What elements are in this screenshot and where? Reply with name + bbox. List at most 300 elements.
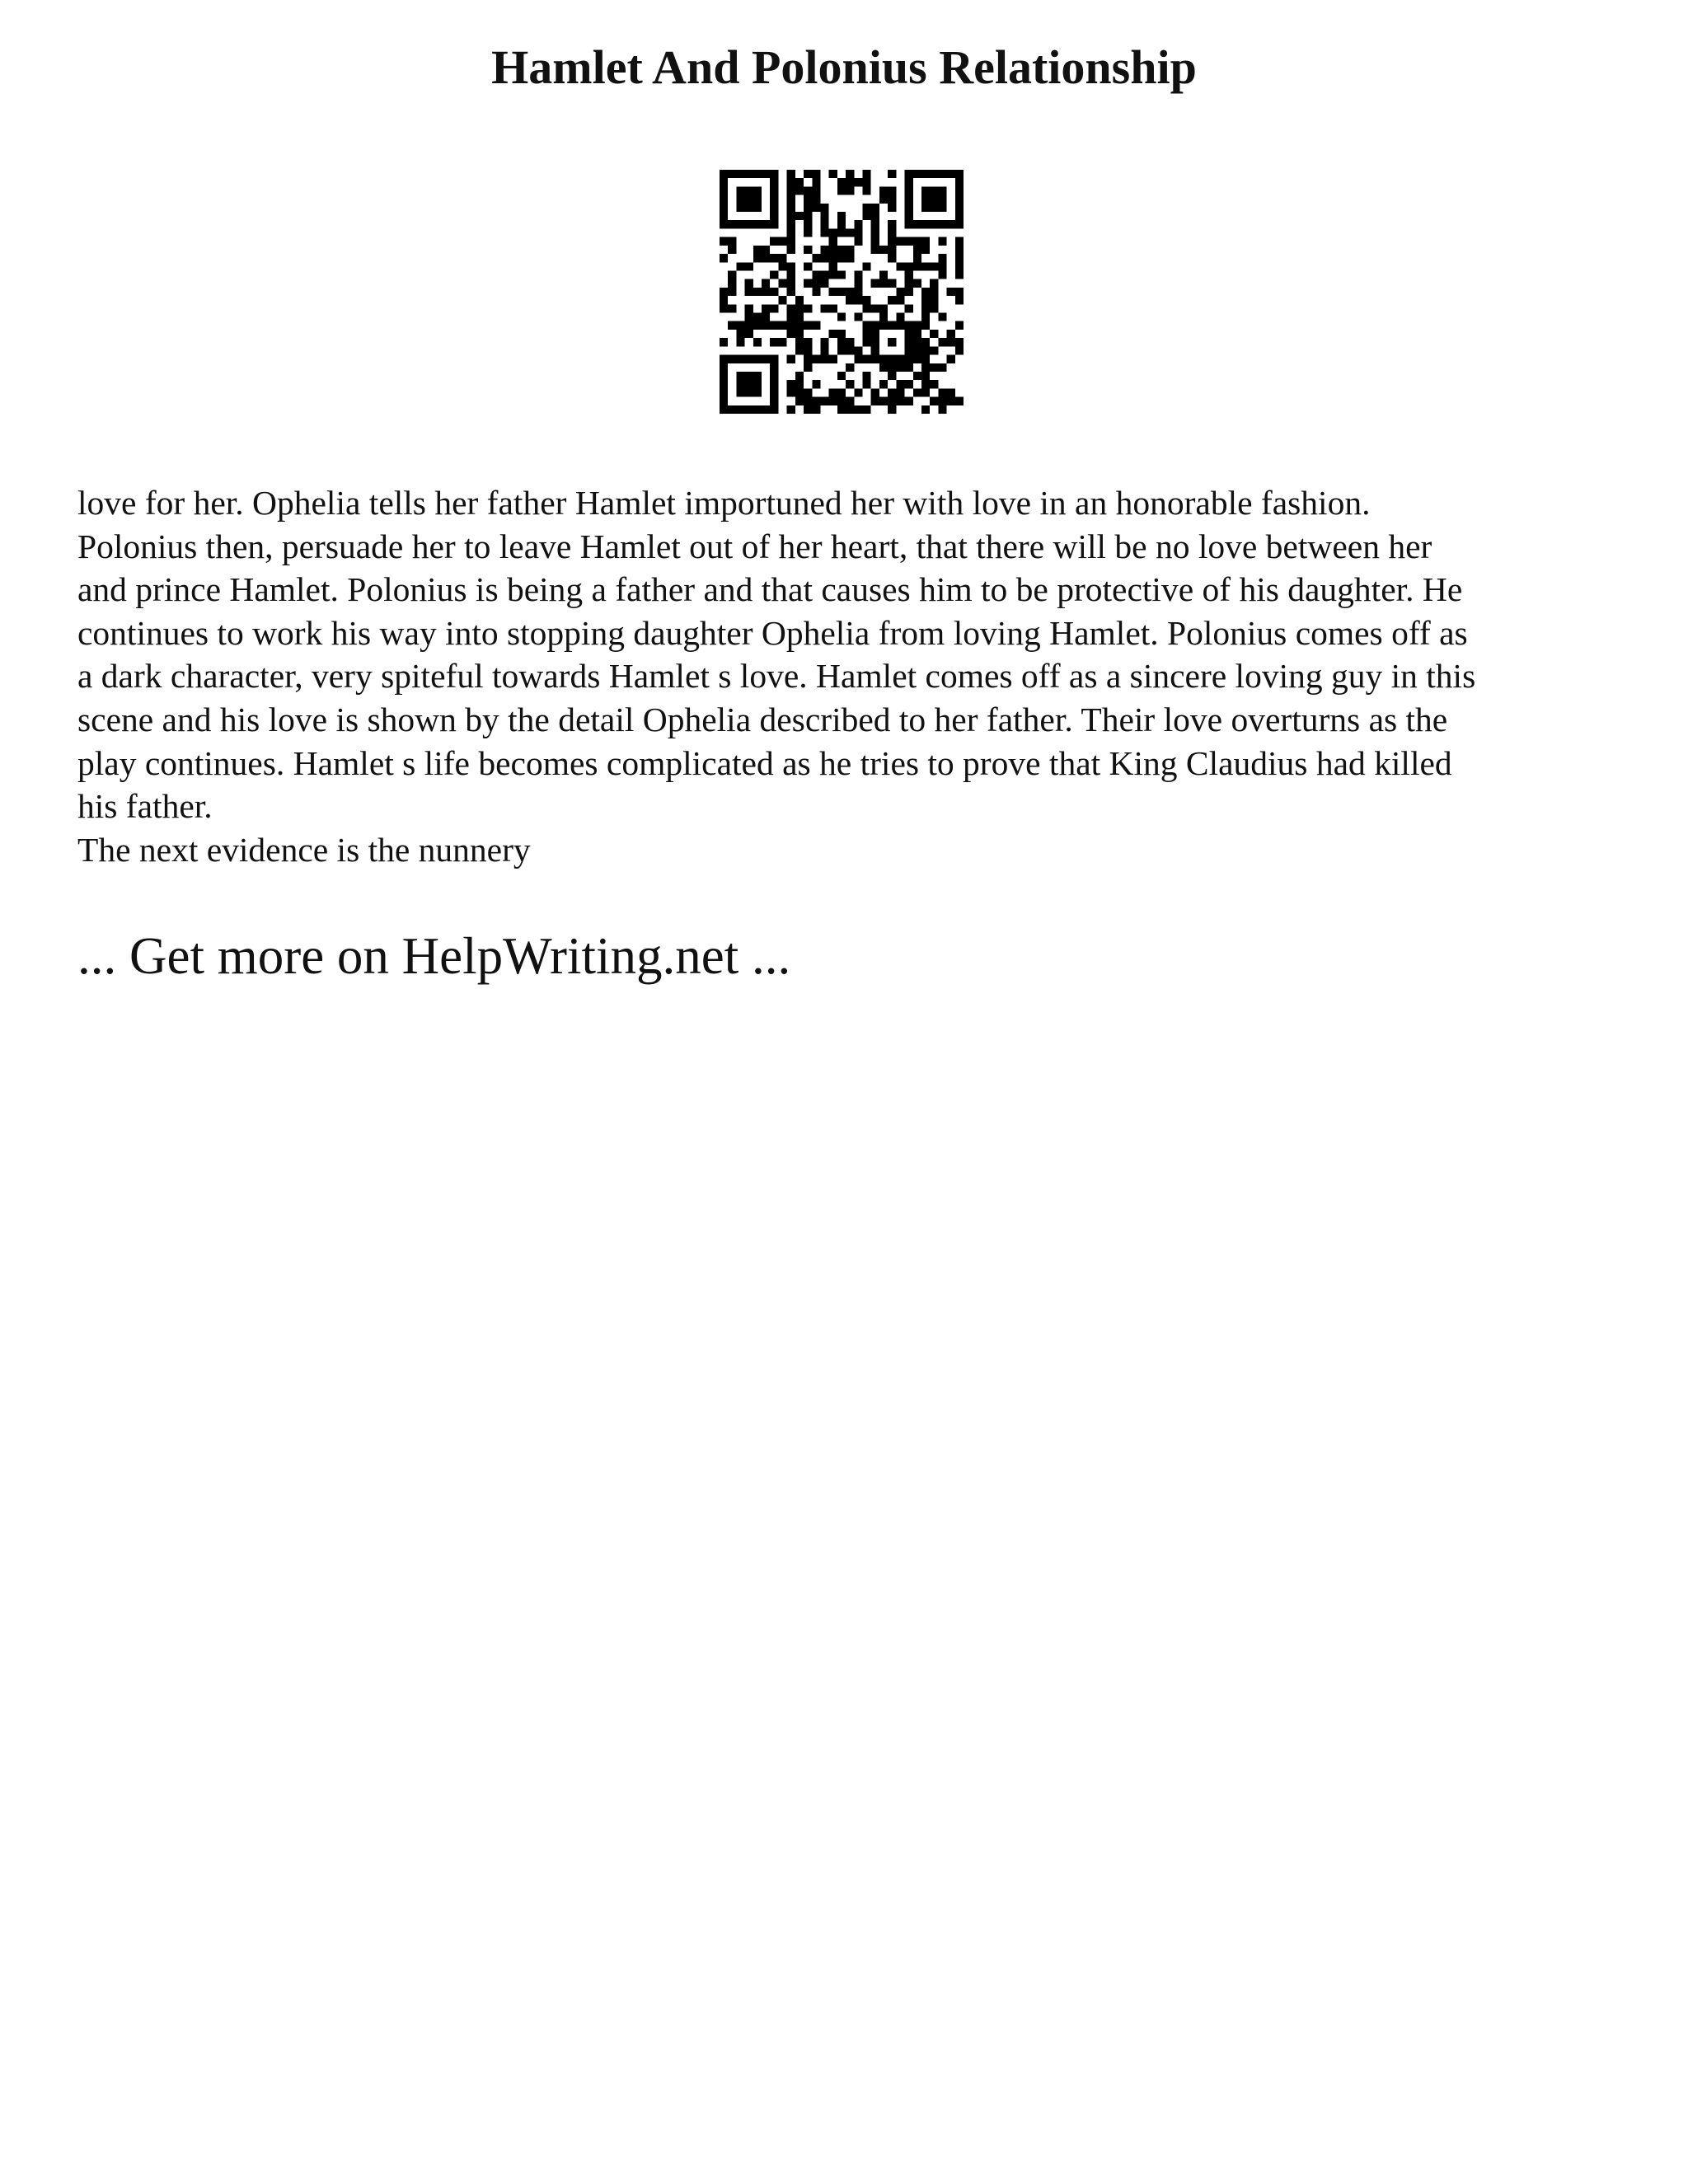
- qr-module: [770, 270, 778, 279]
- qr-module: [745, 321, 753, 330]
- qr-module: [947, 288, 955, 296]
- qr-code-icon: [720, 170, 964, 414]
- qr-module: [795, 212, 804, 220]
- qr-module: [896, 321, 904, 330]
- qr-module: [787, 355, 795, 363]
- qr-module: [930, 304, 938, 312]
- qr-module: [720, 288, 728, 296]
- qr-module: [955, 254, 964, 262]
- qr-module: [955, 397, 964, 405]
- qr-module: [795, 313, 804, 321]
- qr-module: [930, 330, 938, 338]
- qr-module: [888, 170, 896, 178]
- qr-module: [720, 388, 728, 396]
- body-line: and prince Hamlet. Polonius is being a father and that causes him to be protective of his daughter. He: [77, 570, 1463, 609]
- qr-module: [720, 397, 728, 405]
- qr-module: [955, 186, 964, 194]
- qr-module: [863, 304, 871, 312]
- qr-module: [854, 355, 862, 363]
- qr-module: [762, 313, 770, 321]
- qr-module: [736, 380, 744, 388]
- qr-module: [921, 321, 930, 330]
- qr-module: [745, 288, 753, 296]
- qr-module: [863, 380, 871, 388]
- qr-module: [913, 355, 921, 363]
- qr-module: [846, 380, 854, 388]
- qr-module: [837, 186, 846, 194]
- qr-module: [812, 380, 820, 388]
- qr-module: [787, 186, 795, 194]
- qr-module: [905, 380, 913, 388]
- qr-module: [888, 296, 896, 304]
- qr-module: [913, 246, 921, 254]
- qr-module: [745, 204, 753, 212]
- qr-module: [753, 372, 762, 380]
- qr-module: [770, 212, 778, 220]
- qr-module: [854, 296, 862, 304]
- qr-module: [804, 279, 812, 288]
- body-line: play continues. Hamlet s life becomes complicated as he tries to prove that King Claudius had killed: [77, 743, 1452, 782]
- qr-module: [812, 288, 820, 296]
- qr-module: [778, 262, 786, 270]
- qr-module: [905, 279, 913, 288]
- qr-module: [804, 355, 812, 363]
- qr-module: [728, 355, 736, 363]
- qr-module: [947, 170, 955, 178]
- qr-module: [720, 304, 728, 312]
- qr-module: [770, 204, 778, 212]
- qr-module: [745, 279, 753, 288]
- qr-module: [736, 388, 744, 396]
- body-text: [77, 481, 1627, 871]
- qr-module: [795, 397, 804, 405]
- qr-module: [812, 204, 820, 212]
- qr-module: [846, 346, 854, 354]
- qr-module: [905, 338, 913, 346]
- qr-module: [896, 313, 904, 321]
- qr-module: [921, 186, 930, 194]
- qr-module: [947, 397, 955, 405]
- qr-module: [745, 372, 753, 380]
- qr-module: [955, 212, 964, 220]
- qr-module: [720, 178, 728, 186]
- qr-module: [728, 288, 736, 296]
- qr-module: [745, 195, 753, 204]
- qr-module: [921, 237, 930, 246]
- qr-module: [955, 321, 964, 330]
- qr-module: [896, 288, 904, 296]
- qr-module: [753, 186, 762, 194]
- qr-module: [854, 405, 862, 414]
- page-title: Hamlet And Polonius Relationship: [491, 40, 1197, 94]
- qr-module: [921, 372, 930, 380]
- qr-module: [955, 220, 964, 228]
- qr-module: [930, 170, 938, 178]
- qr-module: [795, 330, 804, 338]
- qr-module: [871, 279, 879, 288]
- qr-module: [820, 270, 828, 279]
- qr-module: [930, 204, 938, 212]
- qr-module: [837, 220, 846, 228]
- qr-module: [921, 346, 930, 354]
- qr-module: [829, 397, 837, 405]
- qr-module: [720, 372, 728, 380]
- qr-module: [804, 363, 812, 372]
- qr-module: [913, 220, 921, 228]
- qr-module: [720, 220, 728, 228]
- qr-module: [921, 388, 930, 396]
- qr-module: [728, 170, 736, 178]
- qr-module: [896, 296, 904, 304]
- qr-module: [854, 270, 862, 279]
- qr-module: [888, 321, 896, 330]
- qr-module: [955, 338, 964, 346]
- qr-module: [736, 330, 744, 338]
- qr-module: [720, 405, 728, 414]
- qr-module: [888, 355, 896, 363]
- qr-module: [804, 246, 812, 254]
- qr-module: [905, 195, 913, 204]
- qr-module: [905, 304, 913, 312]
- qr-module: [930, 186, 938, 194]
- qr-module: [745, 405, 753, 414]
- qr-module: [888, 372, 896, 380]
- qr-module: [888, 204, 896, 212]
- qr-module: [921, 363, 930, 372]
- qr-module: [854, 313, 862, 321]
- qr-module: [804, 220, 812, 228]
- qr-module: [888, 246, 896, 254]
- qr-module: [820, 338, 828, 346]
- qr-module: [745, 313, 753, 321]
- qr-module: [896, 388, 904, 396]
- qr-module: [930, 279, 938, 288]
- qr-module: [812, 254, 820, 262]
- qr-module: [736, 338, 744, 346]
- qr-module: [770, 195, 778, 204]
- qr-module: [854, 178, 862, 186]
- qr-module: [955, 296, 964, 304]
- qr-module: [770, 321, 778, 330]
- qr-module: [888, 186, 896, 194]
- qr-module: [837, 388, 846, 396]
- qr-module: [778, 254, 786, 262]
- qr-module: [955, 178, 964, 186]
- qr-module: [921, 288, 930, 296]
- qr-module: [787, 304, 795, 312]
- qr-module: [837, 346, 846, 354]
- qr-module: [930, 262, 938, 270]
- qr-module: [837, 228, 846, 237]
- qr-module: [812, 270, 820, 279]
- qr-module: [804, 228, 812, 237]
- qr-module: [888, 254, 896, 262]
- qr-module: [728, 304, 736, 312]
- qr-module: [837, 330, 846, 338]
- qr-module: [896, 363, 904, 372]
- qr-module: [770, 355, 778, 363]
- qr-module: [829, 228, 837, 237]
- qr-module: [921, 195, 930, 204]
- qr-module: [913, 262, 921, 270]
- qr-module: [829, 288, 837, 296]
- qr-module: [938, 388, 946, 396]
- qr-module: [720, 237, 728, 246]
- qr-module: [770, 237, 778, 246]
- qr-module: [795, 304, 804, 312]
- qr-module: [753, 246, 762, 254]
- qr-module: [837, 178, 846, 186]
- qr-module: [879, 270, 888, 279]
- qr-module: [955, 270, 964, 279]
- qr-module: [854, 279, 862, 288]
- qr-module: [955, 204, 964, 212]
- qr-module: [736, 405, 744, 414]
- qr-module: [854, 288, 862, 296]
- qr-module: [921, 304, 930, 312]
- qr-module: [820, 397, 828, 405]
- qr-module: [913, 321, 921, 330]
- qr-module: [720, 195, 728, 204]
- qr-module: [905, 170, 913, 178]
- qr-module: [720, 204, 728, 212]
- qr-module: [938, 270, 946, 279]
- qr-module: [888, 228, 896, 237]
- qr-module: [770, 254, 778, 262]
- qr-module: [770, 178, 778, 186]
- qr-module: [846, 170, 854, 178]
- qr-module: [795, 372, 804, 380]
- qr-module: [846, 296, 854, 304]
- qr-module: [921, 296, 930, 304]
- qr-module: [879, 397, 888, 405]
- qr-module: [829, 254, 837, 262]
- qr-module: [930, 195, 938, 204]
- qr-module: [921, 380, 930, 388]
- qr-module: [736, 195, 744, 204]
- qr-module: [938, 170, 946, 178]
- qr-module: [812, 170, 820, 178]
- qr-module: [787, 380, 795, 388]
- qr-module: [837, 313, 846, 321]
- body-line: scene and his love is shown by the detail Ophelia described to her father. Their love overturns as the: [77, 700, 1448, 738]
- qr-module: [871, 321, 879, 330]
- qr-module: [921, 246, 930, 254]
- qr-module: [955, 195, 964, 204]
- qr-module: [829, 355, 837, 363]
- qr-module: [820, 346, 828, 354]
- qr-module: [728, 220, 736, 228]
- qr-module: [745, 388, 753, 396]
- qr-module: [829, 304, 837, 312]
- qr-module: [854, 220, 862, 228]
- qr-module: [812, 195, 820, 204]
- qr-module: [770, 170, 778, 178]
- qr-module: [938, 237, 946, 246]
- qr-module: [846, 246, 854, 254]
- body-line: a dark character, very spiteful towards Hamlet s love. Hamlet comes off as a sincere loving guy in this: [77, 657, 1476, 696]
- qr-module: [955, 237, 964, 246]
- qr-module: [762, 254, 770, 262]
- qr-module: [896, 262, 904, 270]
- qr-module: [820, 254, 828, 262]
- qr-module: [905, 237, 913, 246]
- qr-module: [787, 262, 795, 270]
- qr-module: [938, 405, 946, 414]
- qr-module: [728, 279, 736, 288]
- qr-module: [905, 220, 913, 228]
- qr-module: [736, 372, 744, 380]
- qr-module: [812, 186, 820, 194]
- qr-module: [770, 304, 778, 312]
- qr-module: [728, 405, 736, 414]
- qr-module: [913, 388, 921, 396]
- qr-module: [829, 246, 837, 254]
- qr-module: [846, 338, 854, 346]
- qr-module: [829, 330, 837, 338]
- qr-module: [787, 279, 795, 288]
- qr-module: [938, 195, 946, 204]
- qr-module: [905, 262, 913, 270]
- qr-module: [938, 338, 946, 346]
- qr-module: [770, 363, 778, 372]
- qr-module: [947, 388, 955, 396]
- qr-module: [888, 397, 896, 405]
- qr-module: [820, 204, 828, 212]
- qr-module: [955, 288, 964, 296]
- qr-module: [863, 405, 871, 414]
- qr-module: [812, 397, 820, 405]
- qr-module: [871, 246, 879, 254]
- qr-module: [913, 330, 921, 338]
- qr-module: [930, 220, 938, 228]
- qr-module: [787, 330, 795, 338]
- qr-module: [871, 338, 879, 346]
- qr-module: [820, 212, 828, 220]
- qr-module: [905, 288, 913, 296]
- qr-module: [879, 304, 888, 312]
- qr-module: [795, 178, 804, 186]
- qr-module: [879, 363, 888, 372]
- qr-module: [846, 363, 854, 372]
- qr-module: [787, 220, 795, 228]
- qr-module: [947, 355, 955, 363]
- qr-module: [905, 186, 913, 194]
- get-more-link[interactable]: ... Get more on HelpWriting.net ...: [77, 927, 791, 985]
- qr-module: [787, 204, 795, 212]
- qr-module: [938, 397, 946, 405]
- qr-module: [913, 237, 921, 246]
- qr-module: [753, 388, 762, 396]
- qr-module: [787, 270, 795, 279]
- qr-module: [762, 246, 770, 254]
- qr-module: [812, 355, 820, 363]
- qr-module: [888, 279, 896, 288]
- qr-module: [879, 321, 888, 330]
- qr-module: [720, 186, 728, 194]
- qr-module: [778, 237, 786, 246]
- qr-module: [846, 186, 854, 194]
- qr-module: [947, 330, 955, 338]
- qr-module: [837, 338, 846, 346]
- body-line: The next evidence is the nunnery: [77, 830, 531, 869]
- qr-module: [863, 296, 871, 304]
- qr-module: [938, 220, 946, 228]
- qr-module: [930, 296, 938, 304]
- qr-module: [804, 186, 812, 194]
- qr-module: [863, 355, 871, 363]
- qr-module: [745, 220, 753, 228]
- qr-module: [812, 321, 820, 330]
- qr-module: [846, 397, 854, 405]
- qr-module: [787, 313, 795, 321]
- qr-module: [812, 279, 820, 288]
- qr-module: [753, 254, 762, 262]
- qr-module: [905, 355, 913, 363]
- qr-module: [812, 178, 820, 186]
- qr-module: [820, 355, 828, 363]
- qr-module: [787, 178, 795, 186]
- qr-module: [762, 321, 770, 330]
- qr-module: [921, 204, 930, 212]
- qr-module: [795, 388, 804, 396]
- qr-module: [854, 346, 862, 354]
- qr-module: [804, 204, 812, 212]
- qr-module: [854, 228, 862, 237]
- qr-module: [753, 321, 762, 330]
- qr-module: [770, 405, 778, 414]
- qr-module: [762, 304, 770, 312]
- qr-module: [778, 296, 786, 304]
- qr-module: [753, 355, 762, 363]
- qr-module: [787, 288, 795, 296]
- qr-module: [736, 186, 744, 194]
- body-line: his father.: [77, 787, 213, 826]
- qr-module: [913, 170, 921, 178]
- qr-module: [947, 338, 955, 346]
- qr-module: [879, 355, 888, 363]
- qr-module: [795, 296, 804, 304]
- qr-module: [720, 170, 728, 178]
- qr-module: [938, 186, 946, 194]
- qr-module: [905, 178, 913, 186]
- qr-module: [955, 262, 964, 270]
- qr-module: [905, 397, 913, 405]
- qr-module: [745, 186, 753, 194]
- qr-module: [787, 228, 795, 237]
- qr-module: [837, 397, 846, 405]
- qr-module: [820, 220, 828, 228]
- qr-module: [846, 288, 854, 296]
- qr-module: [753, 204, 762, 212]
- qr-module: [905, 321, 913, 330]
- qr-module: [863, 170, 871, 178]
- qr-module: [921, 405, 930, 414]
- qr-module: [846, 405, 854, 414]
- qr-module: [863, 178, 871, 186]
- qr-module: [879, 195, 888, 204]
- qr-module: [879, 313, 888, 321]
- qr-module: [829, 388, 837, 396]
- qr-module: [863, 204, 871, 212]
- qr-module: [854, 388, 862, 396]
- qr-module: [879, 380, 888, 388]
- qr-module: [871, 397, 879, 405]
- qr-module: [930, 288, 938, 296]
- qr-module: [829, 170, 837, 178]
- qr-module: [829, 262, 837, 270]
- qr-module: [770, 372, 778, 380]
